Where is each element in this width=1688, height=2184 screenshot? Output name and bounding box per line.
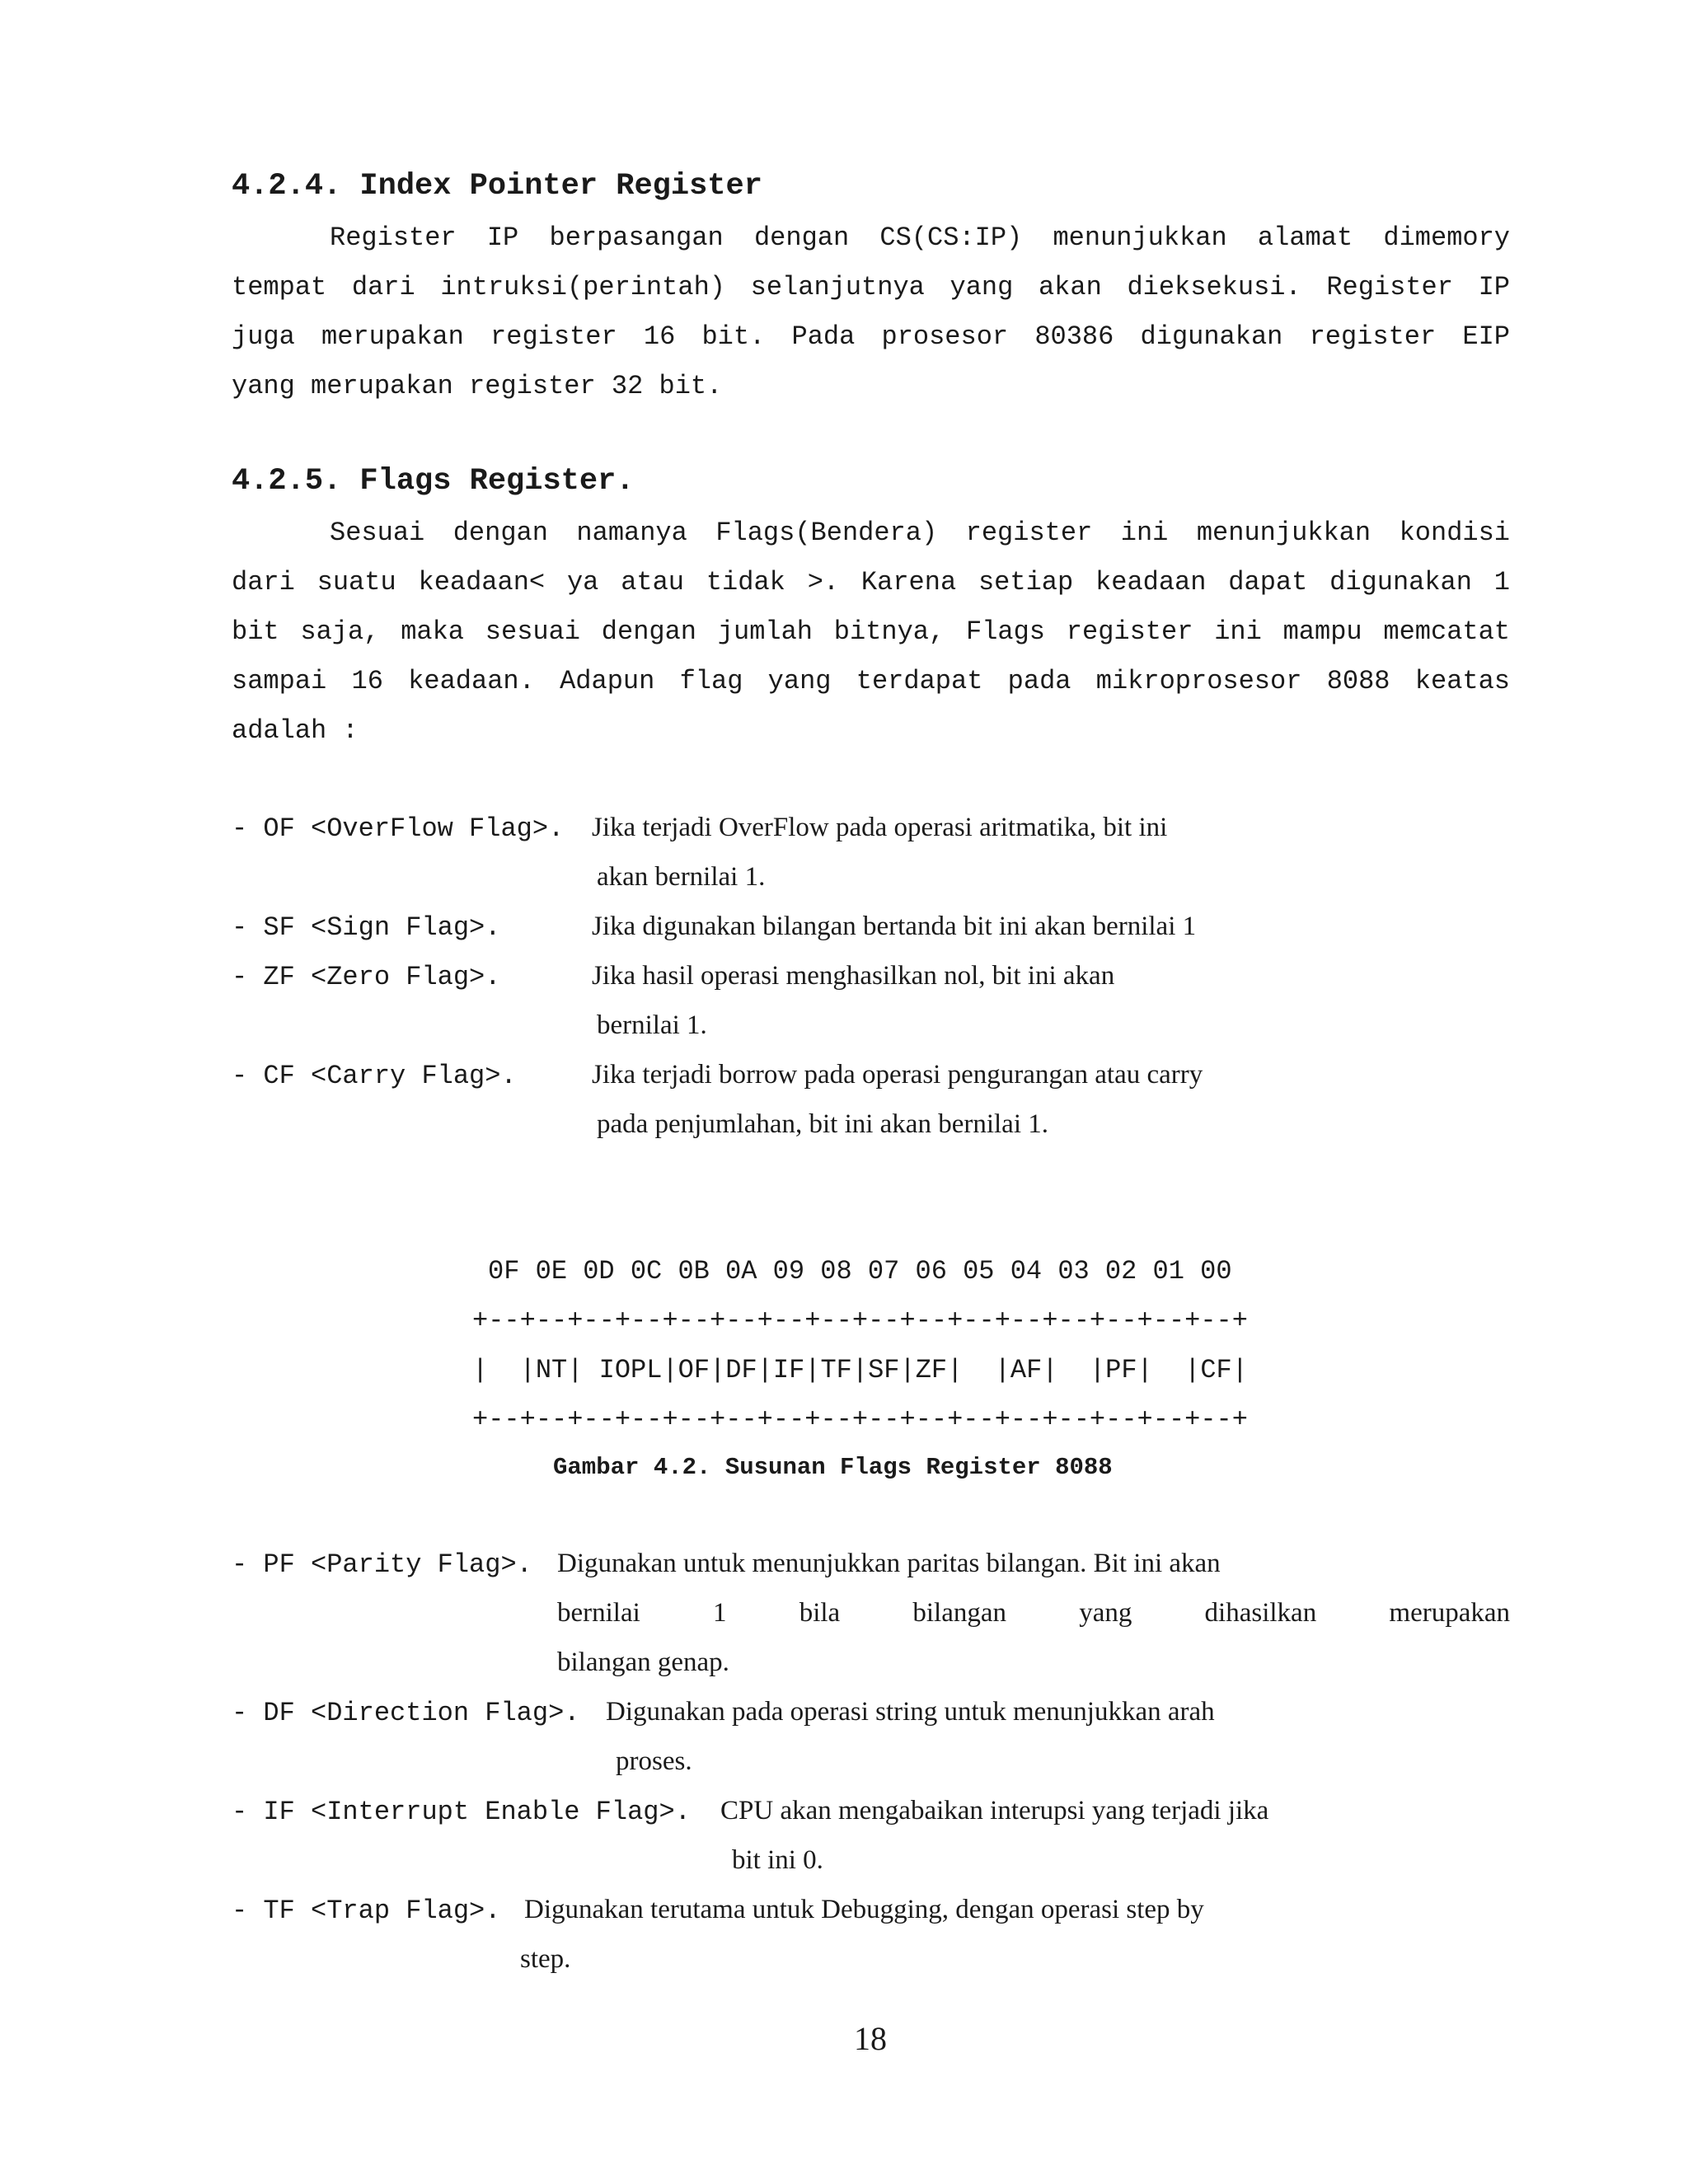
flag-desc-line: bit ini 0.	[732, 1845, 823, 1875]
paragraph-line: bit saja, maka sesuai dengan jumlah bitnya, Flags register ini mampu memcatat	[232, 616, 1510, 647]
figure-bit-numbers: 0F 0E 0D 0C 0B 0A 09 08 07 06 05 04 03 02 01 00	[488, 1256, 1232, 1286]
paragraph-line: sampai 16 keadaan. Adapun flag yang terdapat pada mikroprosesor 8088 keatas	[232, 666, 1510, 696]
flag-desc-line: Jika digunakan bilangan bertanda bit ini akan bernilai 1	[592, 912, 1197, 941]
flag-term-pf: - PF <Parity Flag>.	[232, 1549, 532, 1580]
flag-term-if: - IF <Interrupt Enable Flag>.	[232, 1797, 691, 1827]
figure-caption: Gambar 4.2. Susunan Flags Register 8088	[553, 1454, 1113, 1481]
flag-term-zf: - ZF <Zero Flag>.	[232, 962, 501, 992]
flag-desc-line: Jika hasil operasi menghasilkan nol, bit ini akan	[592, 961, 1115, 991]
flag-desc-line: Digunakan terutama untuk Debugging, dengan operasi step by	[524, 1895, 1204, 1924]
figure-flag-cells: | |NT| IOPL|OF|DF|IF|TF|SF|ZF| |AF| |PF| |CF|	[472, 1355, 1248, 1385]
flag-desc-line: pada penjumlahan, bit ini akan bernilai 1.	[597, 1109, 1048, 1139]
flag-desc-line: bernilai 1 bila bilangan yang dihasilkan merupakan	[557, 1598, 1510, 1628]
flag-desc-line: akan bernilai 1.	[597, 862, 766, 892]
paragraph-line: tempat dari intruksi(perintah) selanjutnya yang akan dieksekusi. Register IP	[232, 272, 1510, 302]
flag-desc-line: Digunakan pada operasi string untuk menunjukkan arah	[606, 1697, 1215, 1727]
paragraph-line: juga merupakan register 16 bit. Pada prosesor 80386 digunakan register EIP	[232, 321, 1510, 352]
figure-border-top: +--+--+--+--+--+--+--+--+--+--+--+--+--+--+--+--+	[472, 1305, 1248, 1336]
flag-desc-line: step.	[520, 1944, 571, 1974]
section-heading-index-pointer: 4.2.4. Index Pointer Register	[232, 169, 762, 204]
page-number: 18	[854, 2020, 887, 2057]
figure-border-bottom: +--+--+--+--+--+--+--+--+--+--+--+--+--+--+--+--+	[472, 1404, 1248, 1435]
flag-desc-line: Jika terjadi borrow pada operasi pengurangan atau carry	[592, 1060, 1203, 1090]
paragraph-line: Register IP berpasangan dengan CS(CS:IP) menunjukkan alamat dimemory	[330, 223, 1510, 253]
flag-desc-line: Digunakan untuk menunjukkan paritas bilangan. Bit ini akan	[557, 1549, 1221, 1578]
flag-desc-line: bilangan genap.	[557, 1647, 729, 1677]
flag-term-tf: - TF <Trap Flag>.	[232, 1896, 501, 1926]
paragraph-line: dari suatu keadaan< ya atau tidak >. Karena setiap keadaan dapat digunakan 1	[232, 567, 1510, 598]
section-heading-flags-register: 4.2.5. Flags Register.	[232, 464, 635, 499]
paragraph-line: Sesuai dengan namanya Flags(Bendera) register ini menunjukkan kondisi	[330, 518, 1510, 548]
flag-desc-line: bernilai 1.	[597, 1010, 707, 1040]
flag-term-df: - DF <Direction Flag>.	[232, 1698, 580, 1728]
flag-term-sf: - SF <Sign Flag>.	[232, 912, 501, 943]
paragraph-line: yang merupakan register 32 bit.	[232, 371, 723, 401]
paragraph-line: adalah :	[232, 715, 359, 746]
flag-desc-line: CPU akan mengabaikan interupsi yang terjadi jika	[720, 1796, 1269, 1825]
flag-desc-line: proses.	[616, 1746, 692, 1776]
flag-term-cf: - CF <Carry Flag>.	[232, 1061, 517, 1091]
flag-desc-line: Jika terjadi OverFlow pada operasi aritmatika, bit ini	[592, 813, 1168, 842]
flag-term-of: - OF <OverFlow Flag>.	[232, 813, 565, 844]
